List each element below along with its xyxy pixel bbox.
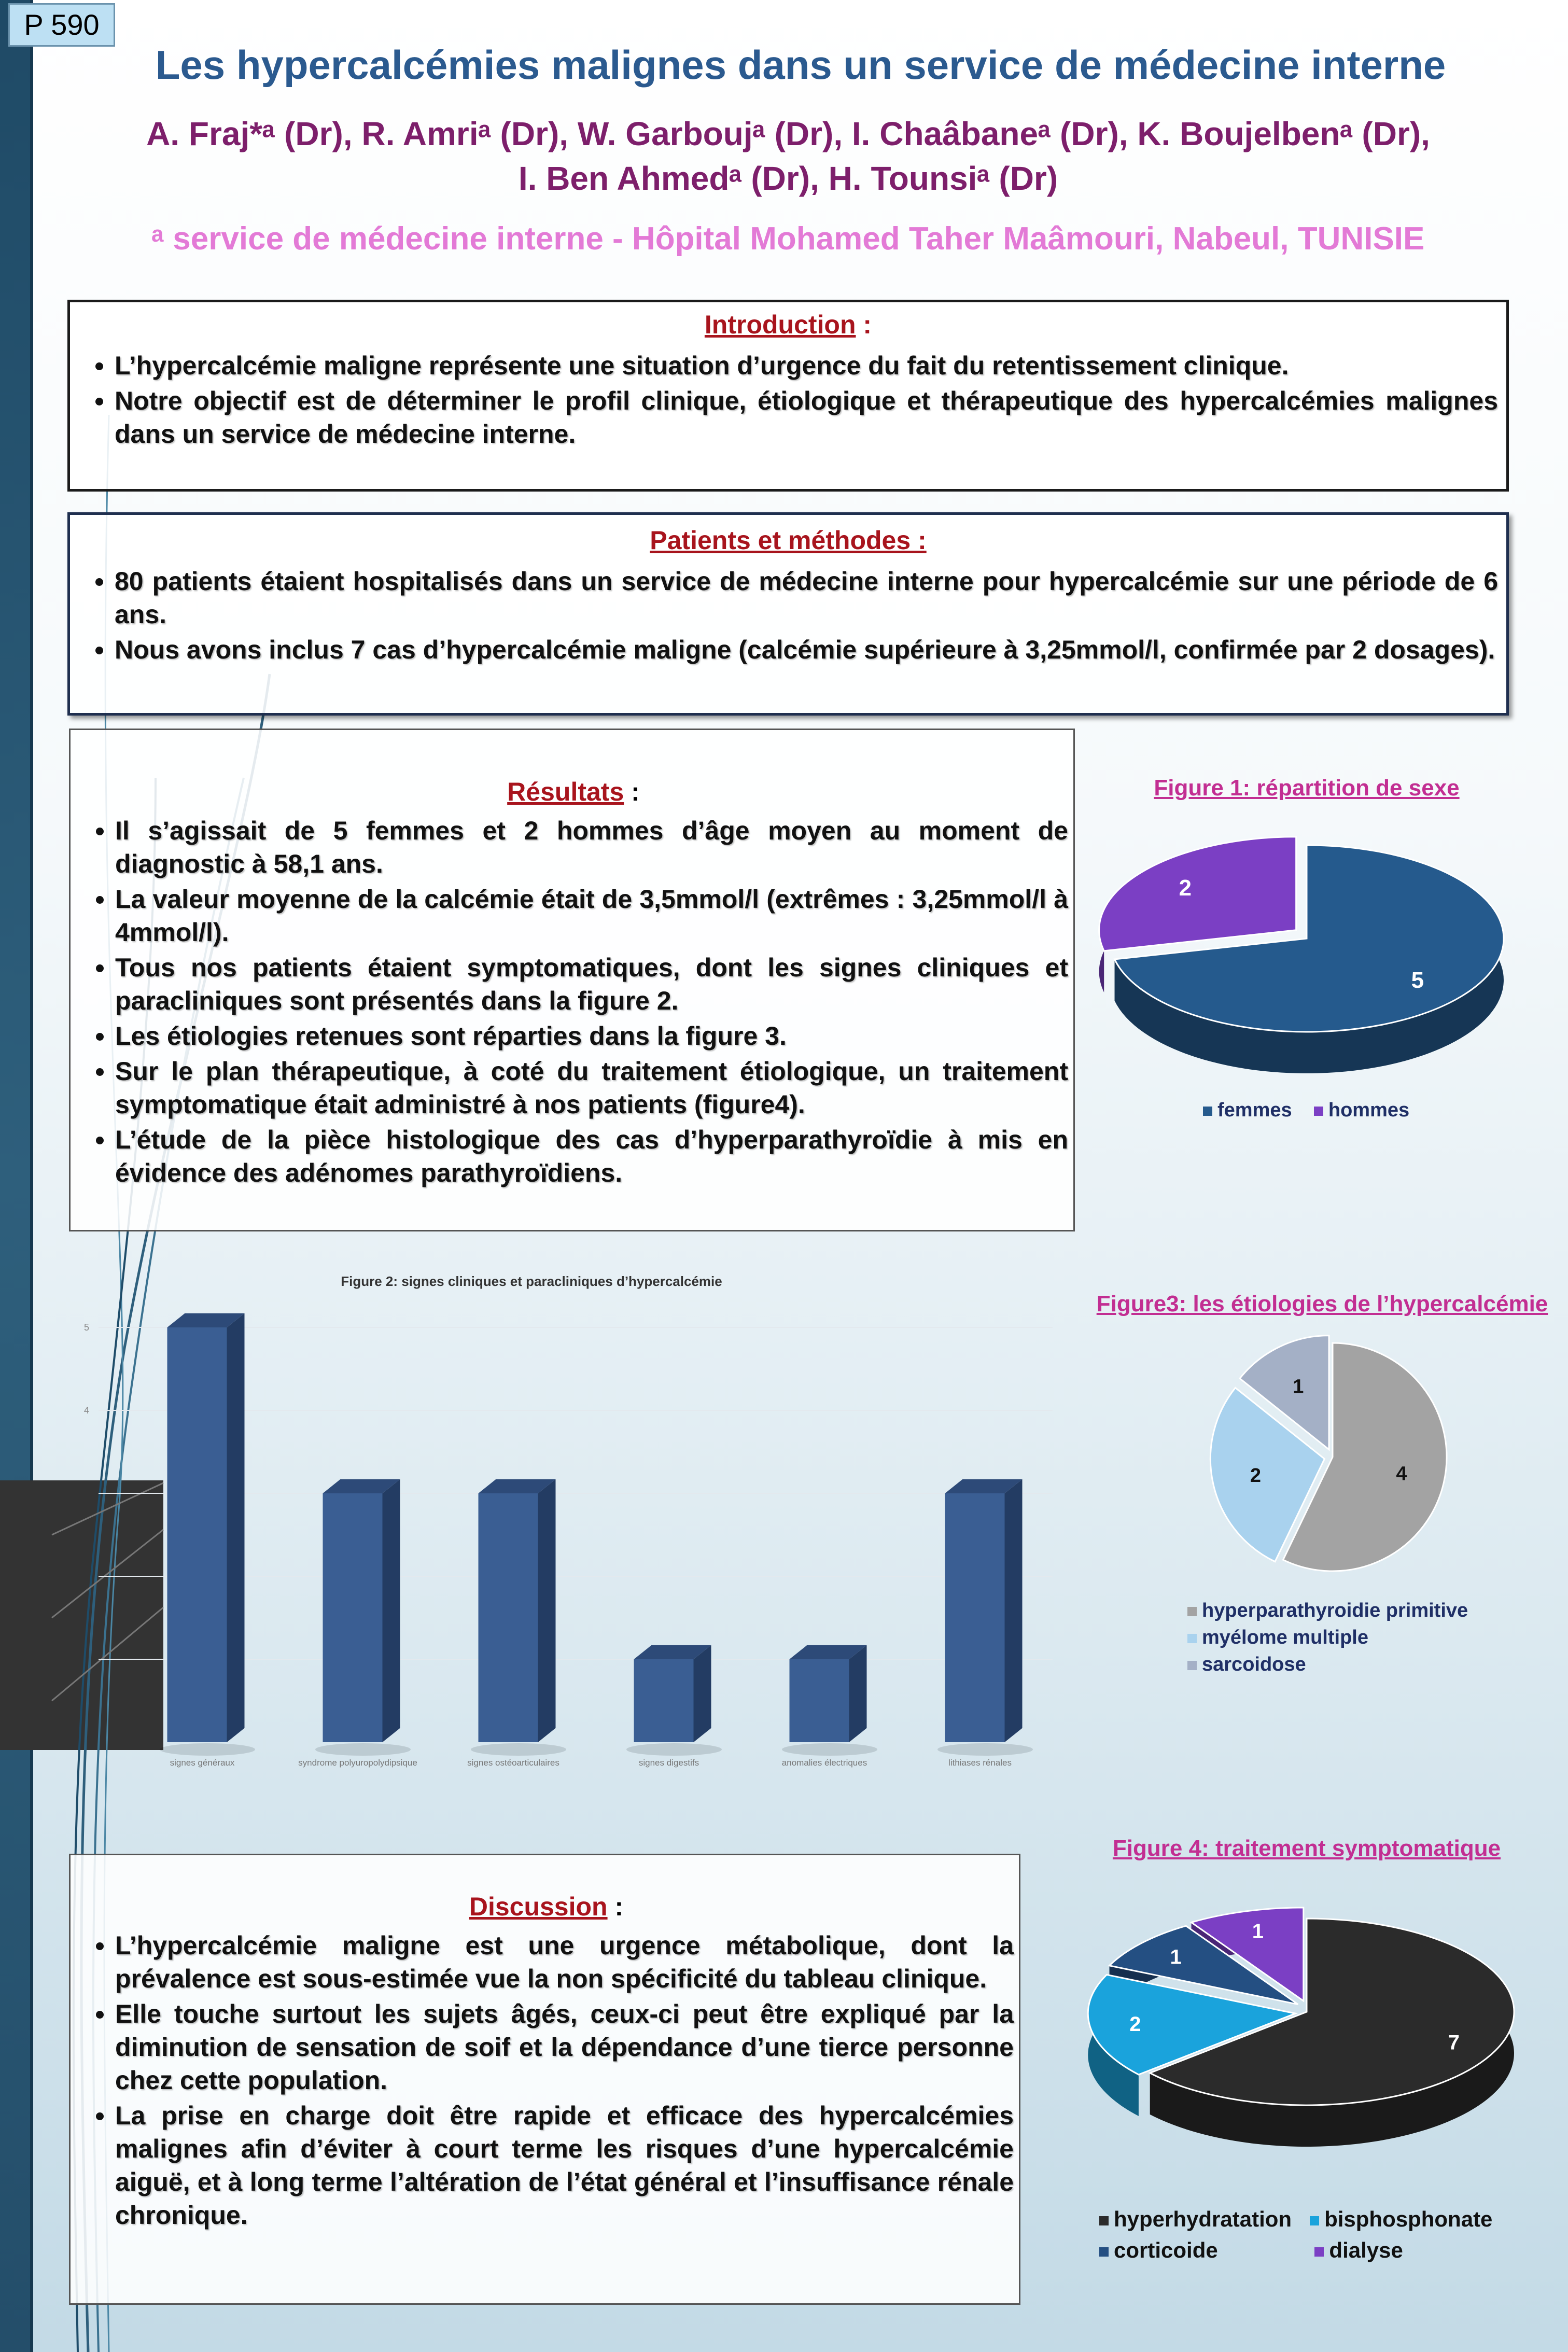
- legend-item: bisphosphonate: [1310, 2207, 1492, 2231]
- methods-box: [67, 512, 1509, 716]
- bar-side: [694, 1645, 711, 1742]
- bar-side: [383, 1479, 400, 1742]
- authors-line-1: A. Fraj*ᵃ (Dr), R. Amriᵃ (Dr), W. Garboujᵃ (Dr), I. Chaâbaneᵃ (Dr), K. Boujelbenᵃ (Dr),: [146, 115, 1430, 152]
- x-tick-label: lithiases rénales: [948, 1758, 1012, 1768]
- pie-slice-label: 1: [1170, 1945, 1182, 1969]
- bar: [479, 1493, 538, 1742]
- figure2-bar-chart: [67, 1265, 1079, 1820]
- legend-swatch: [1310, 2216, 1319, 2225]
- bar-shadow: [782, 1743, 877, 1756]
- discussion-box: [69, 1854, 1020, 2305]
- pie-slice-label: 5: [1411, 967, 1424, 993]
- x-tick-label: syndrome polyuropolydipsique: [298, 1758, 417, 1768]
- pie-slice-label: 1: [1252, 1920, 1264, 1943]
- legend-swatch: [1187, 1634, 1197, 1643]
- list-item: • Tous nos patients étaient symptomatiques, dont les signes cliniques et paracliniques sont présentés dans la figure 2.: [115, 951, 1068, 1017]
- figure4-title: Figure 4: traitement symptomatique: [1112, 1836, 1501, 1861]
- list-item: • Elle touche surtout les sujets âgés, ceux-ci peut être expliqué par la diminution de sensation de soif et la dépendance d’une tierce personne chez cette population.: [115, 1997, 1014, 2097]
- bar-shadow: [315, 1743, 411, 1756]
- list-item: • 80 patients étaient hospitalisés dans un service de médecine interne pour hypercalcémie sur une période de 6 ans.: [115, 565, 1498, 631]
- list-item: • Les étiologies retenues sont réparties dans la figure 3.: [115, 1019, 1068, 1053]
- authors: [62, 111, 1514, 201]
- bar-side: [538, 1479, 556, 1742]
- bar-shadow: [626, 1743, 722, 1756]
- figure3-title: Figure3: les étiologies de l’hypercalcémie: [1096, 1291, 1548, 1317]
- legend-swatch: [1099, 2247, 1109, 2257]
- list-item: • Sur le plan thérapeutique, à coté du traitement étiologique, un traitement symptomatique était administré à nos patients (figure4).: [115, 1055, 1068, 1121]
- pie-slice-label: 7: [1448, 2031, 1460, 2054]
- figure2-title: Figure 2: signes cliniques et paracliniques d’hypercalcémie: [341, 1273, 722, 1289]
- list-item: • L’hypercalcémie maligne représente une situation d’urgence du fait du retentissement clinique.: [115, 349, 1498, 382]
- x-tick-label: signes digestifs: [638, 1758, 699, 1768]
- pie-slice-label: 2: [1179, 875, 1192, 901]
- bar-side: [849, 1645, 867, 1742]
- list-item: • Il s’agissait de 5 femmes et 2 hommes d’âge moyen au moment de diagnostic à 58,1 ans.: [115, 814, 1068, 880]
- affiliation: ᵃ service de médecine interne - Hôpital Mohamed Taher Maâmouri, Nabeul, TUNISIE: [151, 221, 1425, 257]
- figure1-legend: [1203, 1099, 1409, 1122]
- bar-side: [227, 1313, 245, 1742]
- bar-side: [1005, 1479, 1023, 1742]
- pie-slice: [1099, 837, 1296, 951]
- legend-item: myélome multiple: [1187, 1624, 1468, 1651]
- legend-swatch: [1099, 2216, 1109, 2225]
- introduction-heading: Introduction :: [704, 310, 872, 339]
- list-item: • La valeur moyenne de la calcémie était de 3,5mmol/l (extrêmes : 3,25mmol/l à 4mmol/l).: [115, 883, 1068, 949]
- bar: [634, 1659, 694, 1742]
- poster-code: P 590: [8, 3, 115, 47]
- list-item: • L’étude de la pièce histologique des cas d’hyperparathyroïdie à mis en évidence des adénomes parathyroïdiens.: [115, 1123, 1068, 1189]
- list-item: • La prise en charge doit être rapide et efficace des hypercalcémies malignes afin d’éviter à court terme les risques d’une hypercalcémie aiguë, et à long terme l’altération de l’état général et l’insuffisance rénale chronique.: [115, 2099, 1014, 2232]
- legend-item: hyperparathyroidie primitive: [1187, 1597, 1468, 1624]
- list-item: • L’hypercalcémie maligne est une urgence métabolique, dont la prévalence est sous-estimée vue la non spécificité du tableau clinique.: [115, 1929, 1014, 1995]
- list-item: • Notre objectif est de déterminer le profil clinique, étiologique et thérapeutique des hypercalcémies malignes dans un service de médecine interne.: [115, 384, 1498, 451]
- poster-title: Les hypercalcémies malignes dans un service de médecine interne: [155, 42, 1446, 88]
- bar: [790, 1659, 849, 1742]
- x-tick-label: signes ostéoarticulaires: [467, 1758, 559, 1768]
- figure3-legend: [1187, 1597, 1468, 1678]
- legend-swatch: [1314, 2247, 1324, 2257]
- authors-line-2: I. Ben Ahmedᵃ (Dr), H. Tounsiᵃ (Dr): [518, 160, 1058, 197]
- legend-item: sarcoidose: [1187, 1651, 1468, 1678]
- bar: [323, 1493, 383, 1742]
- methods-heading: Patients et méthodes :: [650, 526, 927, 555]
- legend-item: hommes: [1314, 1099, 1409, 1121]
- figure3-pie-chart: [1182, 1333, 1473, 1576]
- results-heading: Résultats :: [507, 777, 640, 806]
- results-box: [69, 729, 1075, 1231]
- bar-shadow: [160, 1743, 255, 1756]
- pie-slice-label: 2: [1129, 2013, 1141, 2036]
- legend-swatch: [1187, 1661, 1197, 1670]
- legend-item: hyperhydratation: [1099, 2207, 1292, 2231]
- legend-swatch: [1203, 1107, 1212, 1116]
- pie-slice-label: 2: [1250, 1464, 1261, 1487]
- bar: [167, 1327, 227, 1742]
- figure4-legend: [1099, 2204, 1492, 2266]
- introduction-box: [67, 300, 1509, 492]
- legend-swatch: [1314, 1107, 1323, 1116]
- legend-item: dialyse: [1314, 2238, 1403, 2262]
- bar-shadow: [471, 1743, 566, 1756]
- x-tick-label: anomalies électriques: [781, 1758, 867, 1768]
- y-tick-label: 4: [83, 1405, 89, 1416]
- figure4-pie-chart: [1068, 1877, 1535, 2199]
- legend-swatch: [1187, 1607, 1197, 1616]
- x-tick-label: signes généraux: [170, 1758, 235, 1768]
- bar-shadow: [937, 1743, 1033, 1756]
- discussion-heading: Discussion :: [469, 1892, 624, 1921]
- list-item: • Nous avons inclus 7 cas d’hypercalcémie maligne (calcémie supérieure à 3,25mmol/l, confirmée par 2 dosages).: [115, 633, 1498, 666]
- pie-slice-label: 1: [1293, 1376, 1304, 1398]
- pie-slice-label: 4: [1396, 1463, 1407, 1485]
- figure1-title: Figure 1: répartition de sexe: [1154, 775, 1460, 801]
- legend-item: femmes: [1203, 1099, 1292, 1121]
- y-tick-label: 5: [83, 1322, 89, 1333]
- legend-item: corticoide: [1099, 2238, 1218, 2262]
- bar: [945, 1493, 1005, 1742]
- figure1-pie-chart: [1089, 814, 1535, 1104]
